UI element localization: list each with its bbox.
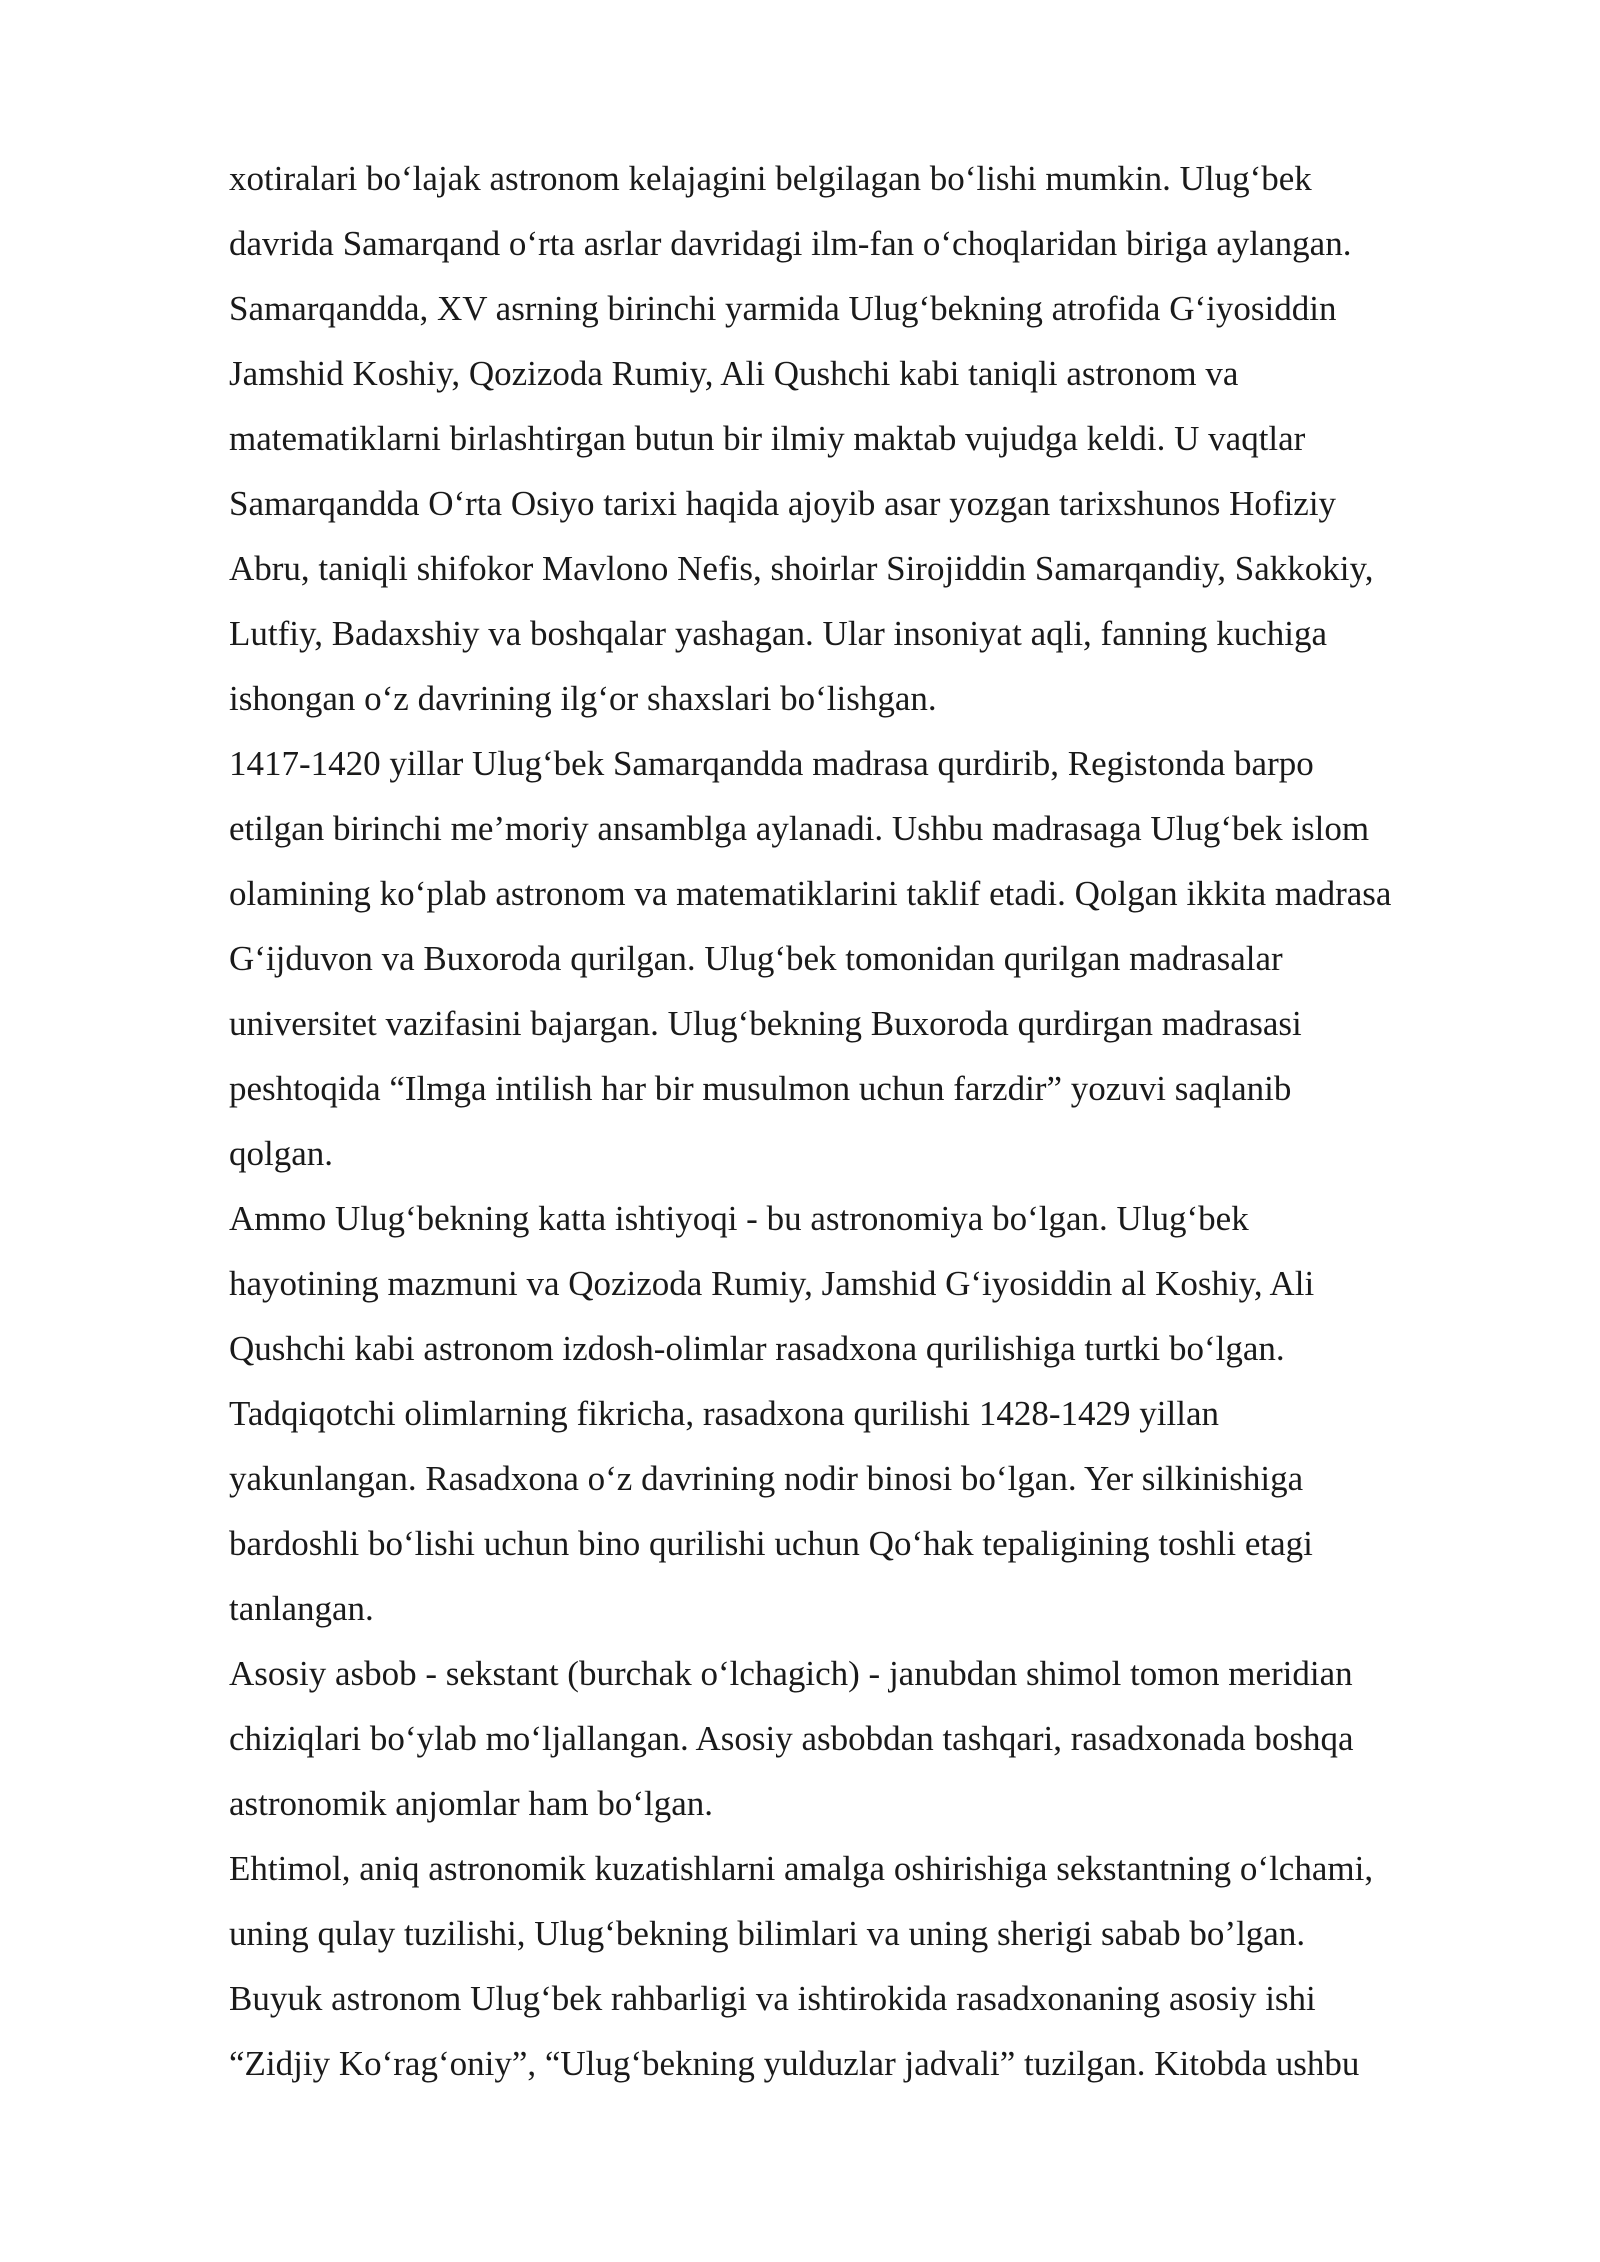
text-line: Abru, taniqli shifokor Mavlono Nefis, shoirlar Sirojiddin Samarqandiy, Sakkokiy,: [229, 549, 1374, 588]
text-line: G‘ijduvon va Buxoroda qurilgan. Ulug‘bek tomonidan qurilgan madrasalar: [229, 939, 1283, 978]
text-line: Qushchi kabi astronom izdosh-olimlar rasadxona qurilishiga turtki bo‘lgan.: [229, 1329, 1285, 1368]
text-line: chiziqlari bo‘ylab mo‘ljallangan. Asosiy asbobdan tashqari, rasadxonada boshqa: [229, 1719, 1354, 1758]
text-line: ishongan o‘z davrining ilg‘or shaxslari bo‘lishgan.: [229, 679, 937, 718]
text-line: bardoshli bo‘lishi uchun bino qurilishi uchun Qo‘hak tepaligining toshli etagi: [229, 1524, 1313, 1563]
text-line: xotiralari bo‘lajak astronom kelajagini belgilagan bo‘lishi mumkin. Ulug‘bek: [229, 159, 1312, 198]
text-line: olamining ko‘plab astronom va matematiklarini taklif etadi. Qolgan ikkita madrasa: [229, 874, 1392, 913]
text-line: “Zidjiy Ko‘rag‘oniy”, “Ulug‘bekning yulduzlar jadvali” tuzilgan. Kitobda ushbu: [229, 2044, 1360, 2083]
text-line: tanlangan.: [229, 1589, 374, 1628]
text-line: uning qulay tuzilishi, Ulug‘bekning bilimlari va uning sherigi sabab bo’lgan.: [229, 1914, 1306, 1953]
text-line: peshtoqida “Ilmga intilish har bir musulmon uchun farzdir” yozuvi saqlanib: [229, 1069, 1292, 1108]
text-line: 1417-1420 yillar Ulug‘bek Samarqandda madrasa qurdirib, Registonda barpo: [229, 744, 1314, 783]
text-line: Ehtimol, aniq astronomik kuzatishlarni amalga oshirishiga sekstantning o‘lchami,: [229, 1849, 1374, 1888]
text-line: Ammo Ulug‘bekning katta ishtiyoqi - bu astronomiya bo‘lgan. Ulug‘bek: [229, 1199, 1249, 1238]
body-text: [229, 146, 1529, 2096]
text-line: etilgan birinchi me’moriy ansamblga aylanadi. Ushbu madrasaga Ulug‘bek islom: [229, 809, 1370, 848]
text-line: astronomik anjomlar ham bo‘lgan.: [229, 1784, 714, 1823]
text-line: yakunlangan. Rasadxona o‘z davrining nodir binosi bo‘lgan. Yer silkinishiga: [229, 1459, 1304, 1498]
text-line: Jamshid Koshiy, Qozizoda Rumiy, Ali Qushchi kabi taniqli astronom va: [229, 354, 1239, 393]
text-line: matematiklarni birlashtirgan butun bir ilmiy maktab vujudga keldi. U vaqtlar: [229, 419, 1306, 458]
text-line: Lutfiy, Badaxshiy va boshqalar yashagan. Ular insoniyat aqli, fanning kuchiga: [229, 614, 1328, 653]
text-line: Buyuk astronom Ulug‘bek rahbarligi va ishtirokida rasadxonaning asosiy ishi: [229, 1979, 1316, 2018]
text-line: Samarqandda O‘rta Osiyo tarixi haqida ajoyib asar yozgan tarixshunos Hofiziy: [229, 484, 1337, 523]
text-line: qolgan.: [229, 1134, 334, 1173]
text-line: davrida Samarqand o‘rta asrlar davridagi ilm-fan o‘choqlaridan biriga aylangan.: [229, 224, 1352, 263]
text-line: Asosiy asbob - sekstant (burchak o‘lchagich) - janubdan shimol tomon meridian: [229, 1654, 1353, 1693]
text-line: hayotining mazmuni va Qozizoda Rumiy, Jamshid G‘iyosiddin al Koshiy, Ali: [229, 1264, 1315, 1303]
text-line: universitet vazifasini bajargan. Ulug‘bekning Buxoroda qurdirgan madrasasi: [229, 1004, 1302, 1043]
text-line: Samarqandda, XV asrning birinchi yarmida Ulug‘bekning atrofida G‘iyosiddin: [229, 289, 1337, 328]
text-line: Tadqiqotchi olimlarning fikricha, rasadxona qurilishi 1428-1429 yillan: [229, 1394, 1219, 1433]
